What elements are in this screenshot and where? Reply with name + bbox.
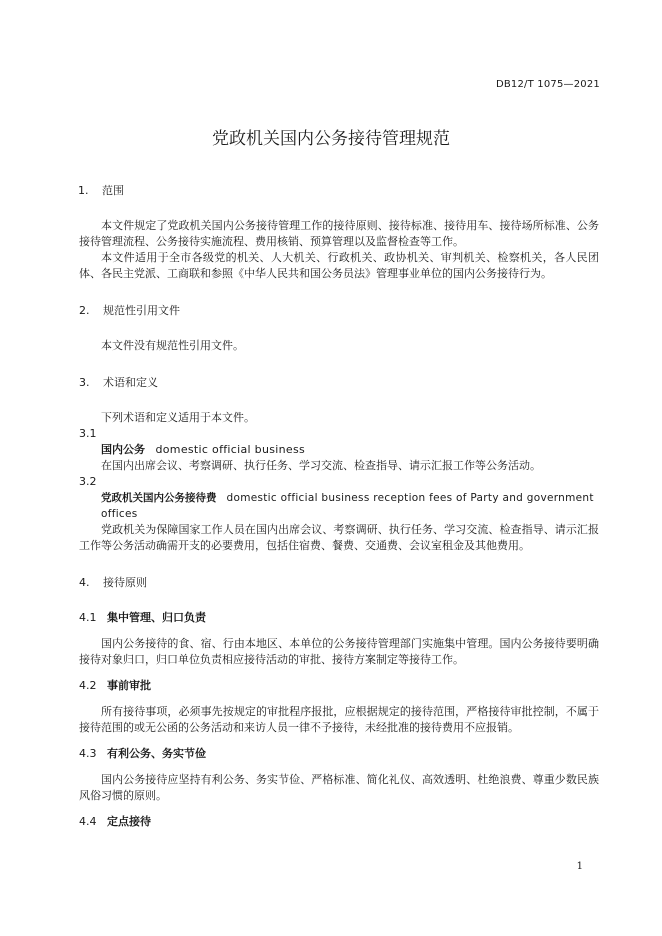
section-title: 术语和定义 (103, 376, 158, 389)
subsection-number: 4.2 (79, 679, 97, 692)
section-number: 2. (79, 304, 90, 317)
subsection-heading (79, 746, 599, 762)
subsection-title: 事前审批 (107, 679, 151, 692)
term-english: domestic official business (155, 443, 306, 456)
subsection-number: 4.1 (79, 611, 97, 624)
section-number: 4. (79, 576, 90, 589)
subsection-number: 4.3 (79, 747, 97, 760)
section-heading-principles (79, 575, 599, 591)
paragraph: 国内公务接待应坚持有利公务、务实节俭、严格标准、简化礼仪、高效透明、杜绝浪费、尊重少数民族风俗习惯的原则。 (79, 773, 599, 802)
paragraph: 国内公务接待的食、宿、行由本地区、本单位的公务接待管理部门实施集中管理。国内公务接待要明确接待对象归口，归口单位负责相应接待活动的审批、接待方案制定等接待工作。 (79, 637, 599, 666)
section-heading-scope (78, 183, 599, 199)
term-number: 3.2 (79, 475, 97, 488)
section-number: 1. (78, 184, 89, 197)
section-title: 接待原则 (103, 576, 147, 589)
section-title: 规范性引用文件 (103, 304, 180, 317)
subsection-heading (79, 814, 599, 830)
subsection-heading (79, 610, 599, 626)
paragraph: 本文件适用于全市各级党的机关、人大机关、行政机关、政协机关、审判机关、检察机关，各人民团体、各民主党派、工商联和参照《中华人民共和国公务员法》管理事业单位的国内公务接待行为。 (79, 251, 599, 280)
term-chinese: 国内公务 (101, 443, 145, 456)
section-heading-references (79, 303, 599, 319)
term-entry (79, 442, 599, 458)
document-body (79, 183, 599, 830)
section-number: 3. (79, 376, 90, 389)
subsection-heading (79, 678, 599, 694)
section-title: 范围 (102, 184, 124, 197)
paragraph: 本文件没有规范性引用文件。 (101, 339, 244, 352)
term-chinese: 党政机关国内公务接待费 (101, 492, 217, 504)
page-number: 1 (576, 861, 583, 872)
paragraph: 所有接待事项，必须事先按规定的审批程序报批，应根据规定的接待范围，严格接待审批控制，不属于接待范围的或无公函的公务活动和来访人员一律不予接待，未经批准的接待费用不应报销。 (79, 705, 599, 734)
page-title: 党政机关国内公务接待管理规范 (212, 129, 450, 149)
subsection-number: 4.4 (79, 815, 97, 828)
term-definition: 党政机关为保障国家工作人员在国内出席会议、考察调研、执行任务、学习交流、检查指导、请示汇报工作等公务活动确需开支的必要费用，包括住宿费、餐费、交通费、会议室租金及其他费用。 (79, 523, 599, 552)
paragraph: 下列术语和定义适用于本文件。 (101, 411, 255, 424)
subsection-title: 定点接待 (107, 815, 151, 828)
term-entry (79, 490, 599, 522)
term-english: domestic official business reception fees of Party and government offices (101, 492, 594, 520)
paragraph: 本文件规定了党政机关国内公务接待管理工作的接待原则、接待标准、接待用车、接待场所标准、公务接待管理流程、公务接待实施流程、费用核销、预算管理以及监督检查等工作。 (79, 219, 599, 248)
term-definition: 在国内出席会议、考察调研、执行任务、学习交流、检查指导、请示汇报工作等公务活动。 (101, 459, 541, 472)
document-code: DB12/T 1075—2021 (495, 79, 600, 90)
section-heading-terms (79, 375, 599, 391)
term-number: 3.1 (79, 427, 97, 440)
subsection-title: 有利公务、务实节俭 (107, 747, 206, 760)
subsection-title: 集中管理、归口负责 (107, 611, 206, 624)
